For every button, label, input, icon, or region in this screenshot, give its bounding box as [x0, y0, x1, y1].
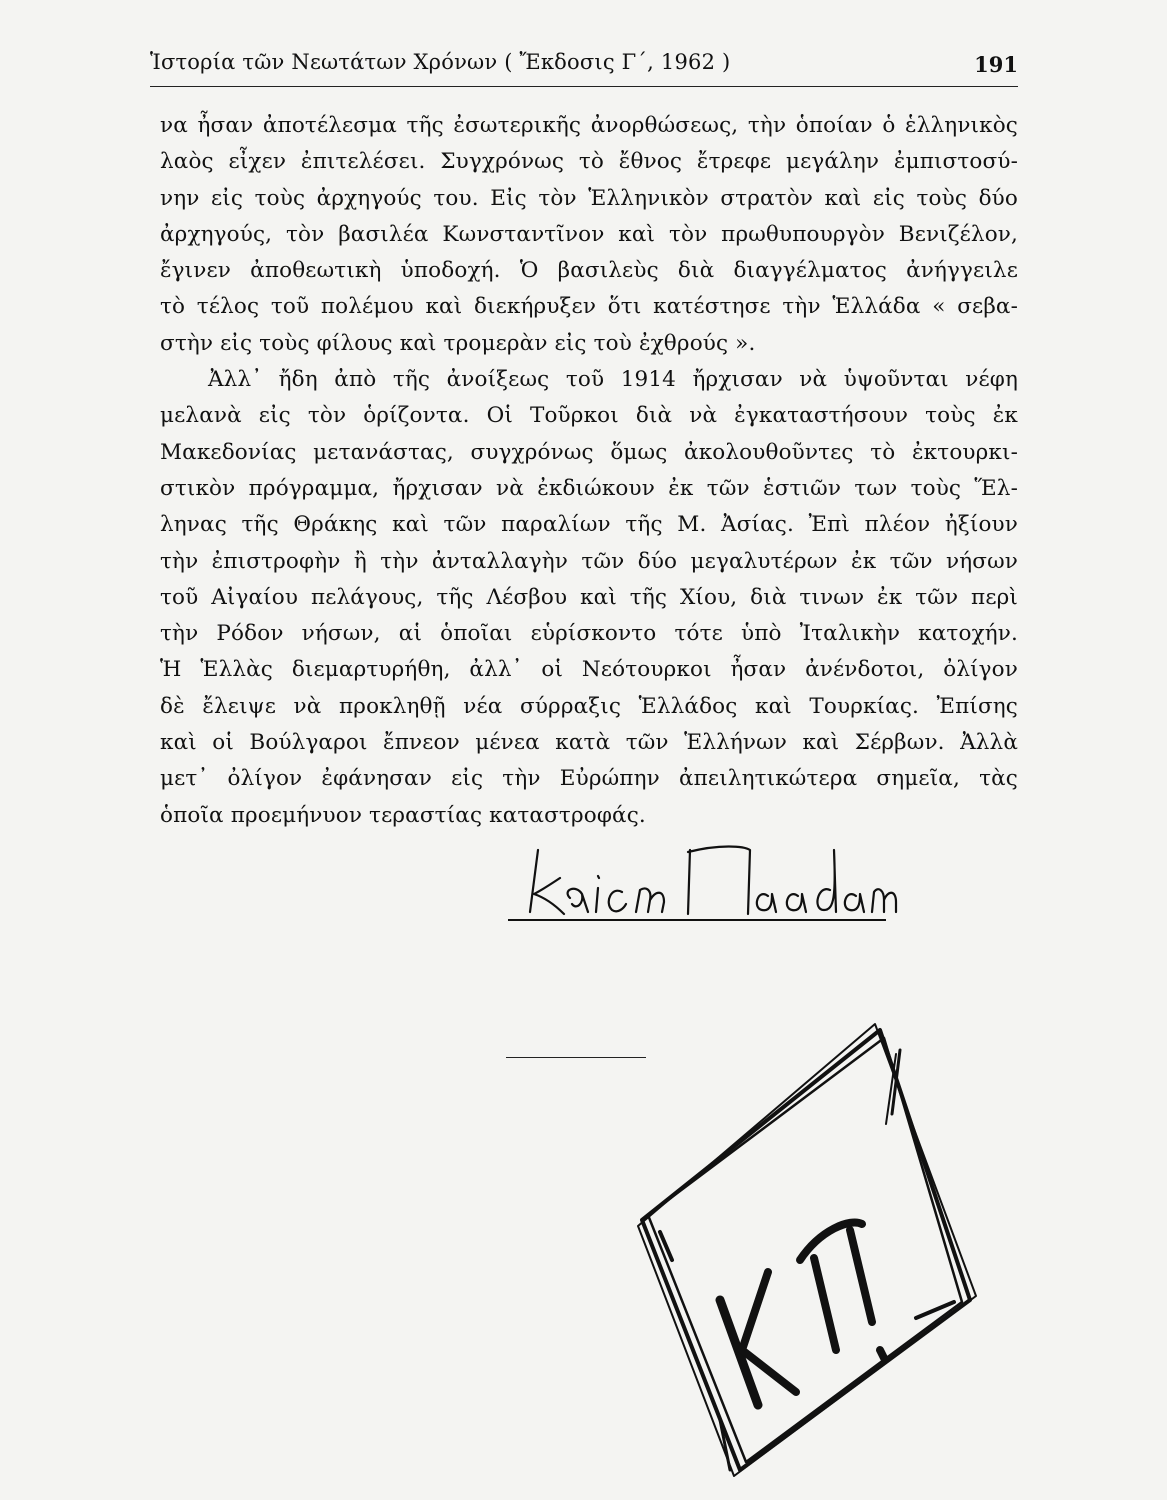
- text-line: στὴν εἰς τοὺς φίλους καὶ τρομερὰν εἰς τοὺ ἐχθρούς ».: [160, 330, 756, 356]
- running-header: [150, 44, 1018, 84]
- text-line: τοῦ Αἰγαίου πελάγους, τῆς Λέσβου καὶ τῆς Χίου, διὰ τινων ἐκ τῶν περὶ: [160, 584, 1018, 610]
- page-number: 191: [974, 52, 1018, 77]
- text-line: τὴν Ρόδον νήσων, αἱ ὁποῖαι εὑρίσκοντο τότε ὑπὸ Ἰταλικὴν κατοχήν.: [160, 621, 1018, 647]
- text-line: τὸ τέλος τοῦ πολέμου καὶ διεκήρυξεν ὅτι κατέστησε τὴν Ἑλλάδα « σεβα-: [160, 294, 1018, 320]
- text-line: λαὸς εἶχεν ἐπιτελέσει. Συγχρόνως τὸ ἔθνος ἔτρεφε μεγάλην ἐμπιστοσύ-: [160, 149, 1018, 175]
- text-line: ληνας τῆς Θράκης καὶ τῶν παραλίων τῆς Μ. Ἀσίας. Ἐπὶ πλέον ἠξίουν: [160, 512, 1018, 538]
- text-line: στικὸν πρόγραμμα, ἤρχισαν νὰ ἐκδιώκουν ἐκ τῶν ἑστιῶν των τοὺς Ἕλ-: [160, 475, 1018, 501]
- text-line: Μακεδονίας μετανάστας, συγχρόνως ὅμως ἀκολουθοῦντες τὸ ἐκτουρκι-: [160, 439, 1018, 465]
- body-text: [160, 108, 1018, 834]
- text-line: δὲ ἔλειψε νὰ προκληθῇ νέα σύρραξις Ἑλλάδος καὶ Τουρκίας. Ἐπίσης: [160, 693, 1018, 719]
- text-line: ὁποῖα προεμήνυον τεραστίας καταστροφάς.: [160, 802, 646, 828]
- text-line: τὴν ἐπιστροφὴν ἢ τὴν ἀνταλλαγὴν τῶν δύο μεγαλυτέρων ἐκ τῶν νήσων: [160, 548, 1018, 574]
- text-line: νην εἰς τοὺς ἀρχηγούς του. Εἰς τὸν Ἑλληνικὸν στρατὸν καὶ εἰς τοὺς δύο: [160, 185, 1018, 211]
- text-line: Ἀλλ᾽ ἤδη ἀπὸ τῆς ἀνοίξεως τοῦ 1914 ἤρχισαν νὰ ὑψοῦνται νέφη: [208, 367, 1018, 393]
- text-line: ἀρχηγούς, τὸν βασιλέα Κωνσταντῖνον καὶ τὸν πρωθυπουργὸν Βενιζέλον,: [160, 221, 1018, 247]
- text-line: ἔγινεν ἀποθεωτικὴ ὑποδοχή. Ὁ βασιλεὺς διὰ διαγγέλματος ἀνήγγειλε: [160, 258, 1018, 284]
- signature-underline: [508, 919, 886, 921]
- header-title: Ἱστορία τῶν Νεωτάτων Χρόνων ( Ἔκδοσις Γ΄, 1962 ): [150, 50, 731, 74]
- handwritten-signature: [500, 820, 900, 930]
- text-line: Ἡ Ἑλλὰς διεμαρτυρήθη, ἀλλ᾽ οἱ Νεότουρκοι ἦσαν ἀνένδοτοι, ὀλίγον: [160, 657, 1018, 683]
- header-rule: [150, 86, 1018, 87]
- text-line: να ἦσαν ἀποτέλεσμα τῆς ἐσωτερικῆς ἀνορθώσεως, τὴν ὁποίαν ὁ ἑλληνικὸς: [160, 113, 1018, 138]
- text-line: μελανὰ εἰς τὸν ὁρίζοντα. Οἱ Τοῦρκοι διὰ νὰ ἐγκαταστήσουν τοὺς ἐκ: [160, 403, 1018, 429]
- text-line: μετ᾽ ὀλίγον ἐφάνησαν εἰς τὴν Εὐρώπην ἀπειλητικώτερα σημεῖα, τὰς: [160, 766, 1018, 792]
- hand-drawn-initials-stamp: [600, 1010, 1020, 1490]
- text-line: καὶ οἱ Βούλγαροι ἔπνεον μένεα κατὰ τῶν Ἑλλήνων καὶ Σέρβων. Ἀλλὰ: [160, 730, 1018, 756]
